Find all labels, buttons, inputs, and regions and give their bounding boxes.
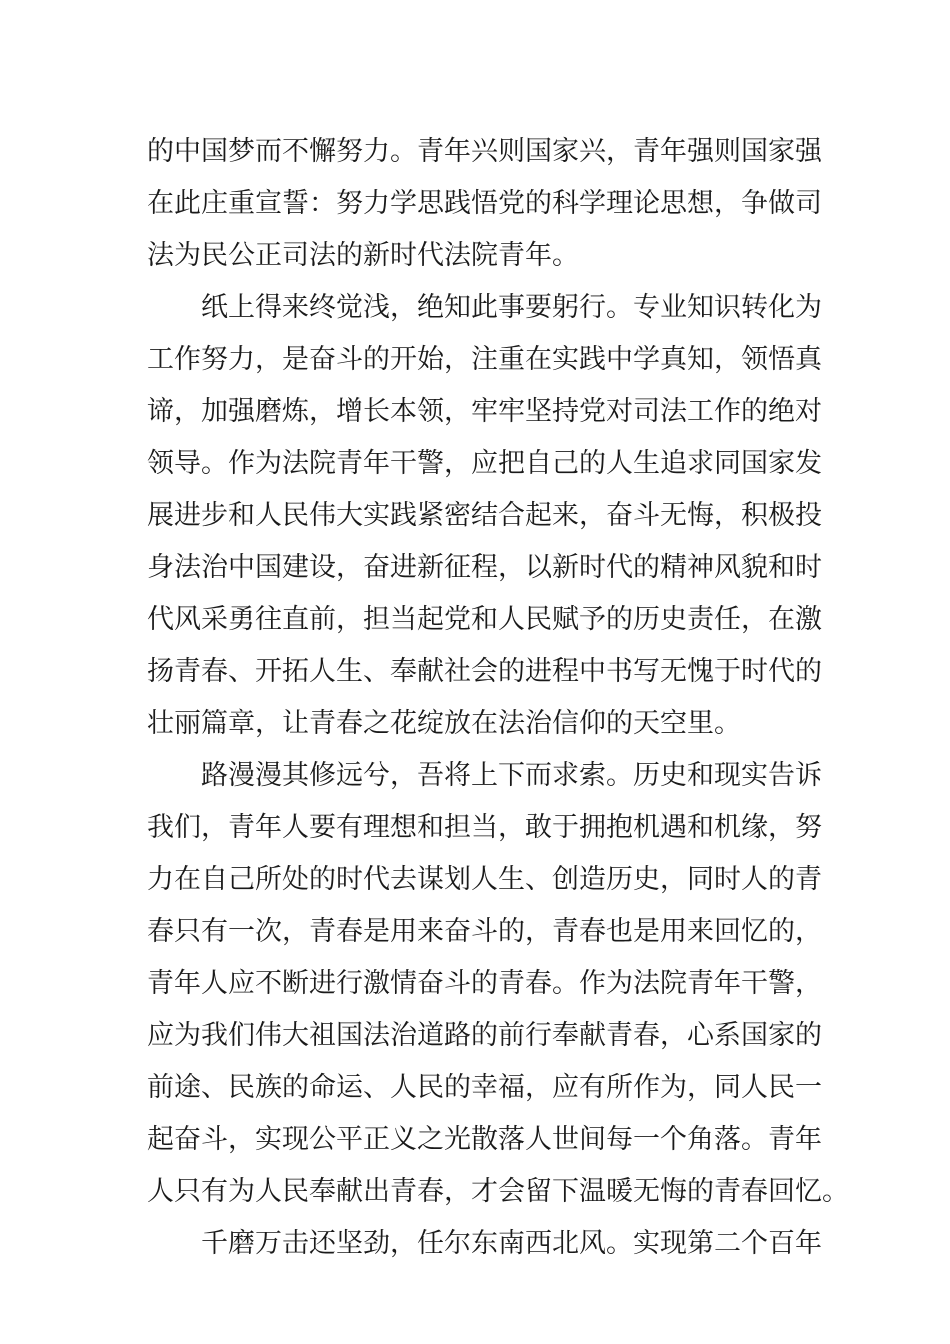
text-line: 领导。作为法院青年干警，应把自己的人生追求同国家发 xyxy=(147,448,822,479)
text-line: 我们，青年人要有理想和担当，敢于拥抱机遇和机缘，努 xyxy=(147,812,822,843)
text-line: 应为我们伟大祖国法治道路的前行奉献青春，心系国家的 xyxy=(147,1020,822,1051)
text-line: 前途、民族的命运、人民的幸福，应有所作为，同人民一 xyxy=(147,1072,822,1103)
text-line: 谛，加强磨炼，增长本领，牢牢坚持党对司法工作的绝对 xyxy=(147,396,822,427)
text-line: 的中国梦而不懈努力。青年兴则国家兴，青年强则国家强 xyxy=(147,136,822,167)
text-line: 力在自己所处的时代去谋划人生、创造历史，同时人的青 xyxy=(147,864,822,895)
text-line: 身法治中国建设，奋进新征程，以新时代的精神风貌和时 xyxy=(147,552,822,583)
text-line: 起奋斗，实现公平正义之光散落人世间每一个角落。青年 xyxy=(147,1124,822,1155)
text-line: 人只有为人民奉献出青春，才会留下温暖无悔的青春回忆。 xyxy=(147,1176,849,1207)
text-line: 工作努力，是奋斗的开始，注重在实践中学真知，领悟真 xyxy=(147,344,822,375)
text-line: 展进步和人民伟大实践紧密结合起来，奋斗无悔，积极投 xyxy=(147,500,822,531)
paragraph-first-line: 纸上得来终觉浅，绝知此事要躬行。专业知识转化为 xyxy=(201,292,822,323)
text-line: 扬青春、开拓人生、奉献社会的进程中书写无愧于时代的 xyxy=(147,656,822,687)
text-line: 法为民公正司法的新时代法院青年。 xyxy=(147,240,579,271)
text-line: 代风采勇往直前，担当起党和人民赋予的历史责任，在激 xyxy=(147,604,822,635)
text-line: 青年人应不断进行激情奋斗的青春。作为法院青年干警， xyxy=(147,968,822,999)
text-line: 壮丽篇章，让青春之花绽放在法治信仰的天空里。 xyxy=(147,708,741,739)
text-line: 春只有一次，青春是用来奋斗的，青春也是用来回忆的， xyxy=(147,916,822,947)
text-line: 在此庄重宣誓：努力学思践悟党的科学理论思想，争做司 xyxy=(147,188,822,219)
paragraph-first-line: 千磨万击还坚劲，任尔东南西北风。实现第二个百年 xyxy=(201,1228,822,1259)
paragraph-first-line: 路漫漫其修远兮，吾将上下而求索。历史和现实告诉 xyxy=(201,760,822,791)
